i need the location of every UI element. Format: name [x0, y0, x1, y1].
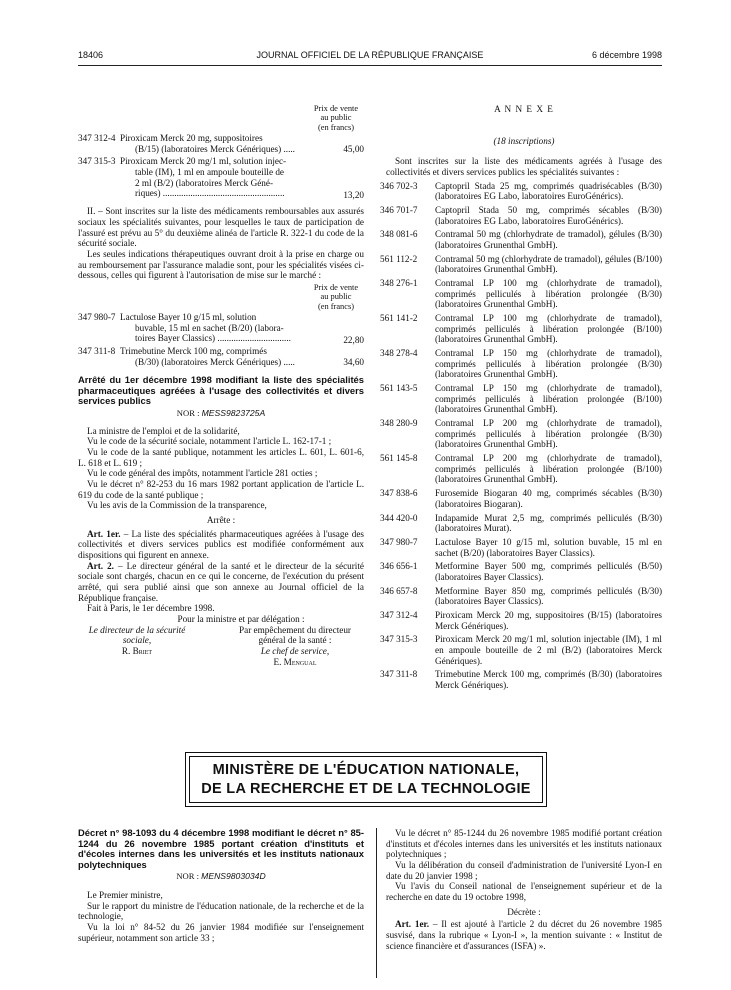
annexe-entry-code: 347 312-4 — [380, 609, 418, 620]
annexe-intro: Sont inscrites sur la liste des médicaments agréés à l'usage des collectivités et divers services publics les spécialités suivantes : — [386, 156, 662, 178]
entry-code: 347 312-4 — [78, 133, 116, 144]
entry-price: 22,80 — [343, 335, 364, 346]
annexe-entry-code: 348 081-6 — [380, 229, 418, 240]
entry-price: 34,60 — [343, 357, 364, 368]
left-column — [78, 104, 364, 671]
price-header-line: au public — [320, 113, 352, 123]
annexe-entry — [380, 512, 662, 534]
annexe-entry-text: Contramal LP 150 mg (chlorhydrate de tramadol), comprimés pelliculés à libération prolongée (B/100) (laboratoires Grunenthal GmbH). — [435, 383, 662, 415]
annexe-entry — [380, 669, 662, 690]
annexe-entry — [380, 253, 662, 275]
annexe-entry — [380, 278, 662, 310]
annexe-entry-code: 348 280-9 — [380, 418, 418, 429]
column-divider — [376, 828, 377, 978]
annexe-entry — [380, 229, 662, 251]
decret-nor — [78, 872, 364, 882]
annexe-entry-code: 347 980-7 — [380, 536, 418, 547]
annexe-entry-code: 347 838-6 — [380, 488, 418, 499]
entry-price: 13,20 — [343, 190, 364, 201]
annexe-entry-text: Lactulose Bayer 10 g/15 ml, solution buvable, 15 ml en sachet (B/20) (laboratoires Bayer Classics). — [435, 536, 662, 558]
annexe-list — [380, 180, 662, 691]
annexe-title: A N N E X E — [494, 104, 554, 114]
annexe-entry — [380, 536, 662, 558]
signature-mention: Par empêchement du directeur général de la santé : — [239, 624, 351, 646]
annexe-entry-text: Piroxicam Merck 20 mg/1 ml, solution injectable (IM), 1 ml en ampoule bouteille de 2 ml (B/2) (laboratoires Merck Génériques). — [435, 634, 662, 666]
annexe-entry-text: Contramal LP 200 mg (chlorhydrate de tramadol), comprimés pelliculés à libération prolongée (B/30) (laboratoires Grunenthal GmbH). — [435, 418, 662, 450]
article-label: Art. 1er. — [395, 919, 430, 930]
annexe-entry-code: 561 112-2 — [380, 253, 418, 264]
annexe-entry-code: 347 315-3 — [380, 634, 418, 645]
price-entry — [78, 133, 364, 156]
decret-article-1 — [386, 919, 662, 951]
article-text: – La liste des spécialités pharmaceutiques agréées à l'usage des collectivités et divers services publics est modifiée conformément aux dispositions qui figurent en annexe. — [78, 528, 364, 561]
decret-left — [78, 828, 364, 943]
article-text: – Il est ajouté à l'article 2 du décret du 26 novembre 1985 susvisé, dans la rubrique « Lyon-I », la mention suivante : « Institut de science financière et d'assurances (ISFA) ». — [386, 919, 662, 951]
decret-paragraph: Le Premier ministre, — [87, 890, 163, 901]
price-header-line: Prix de vente — [313, 282, 359, 292]
entry-line: riques) ..................................................... — [135, 188, 285, 199]
annexe-entry — [380, 205, 662, 226]
entry-code: 347 315-3 — [78, 156, 116, 167]
visa-line: Vu les avis de la Commission de la transparence, — [87, 500, 267, 511]
entry-line: toires Bayer Classics) ................................ — [135, 333, 291, 344]
annexe-count: (18 inscriptions) — [493, 135, 555, 146]
annexe-entry — [380, 585, 662, 607]
decret-right — [386, 828, 662, 951]
annexe-entry — [380, 348, 662, 380]
annexe-entry-code: 348 278-4 — [380, 348, 418, 359]
decret-title: Décret n° 98-1093 du 4 décembre 1998 modifiant le décret n° 85-1244 du 26 novembre 1985 portant création d'instituts et d'écoles internes dans les universités et les instituts nationaux polytechniques — [78, 827, 364, 870]
entry-line: (B/30) (laboratoires Merck Génériques) ..... — [135, 356, 295, 367]
annexe-entry-text: Contramal LP 200 mg (chlorhydrate de tramadol), comprimés pelliculés à libération prolongée (B/100) (laboratoires Grunenthal GmbH). — [435, 453, 662, 485]
signature-left — [78, 625, 196, 657]
annexe-entry-text: Contramal 50 mg (chlorhydrate de tramadol), gélules (B/100) (laboratoires Grunenthal GmbH). — [435, 253, 662, 275]
ministry-box-inner — [189, 756, 543, 803]
article-1 — [78, 529, 364, 561]
annexe-entry-code: 346 702-3 — [380, 180, 418, 191]
visa-line: Vu le décret n° 82-253 du 16 mars 1982 portant application de l'article L. 619 du code de la santé publique ; — [78, 479, 364, 500]
entry-line: Trimebutine Merck 100 mg, comprimés — [120, 346, 267, 357]
entry-line: Lactulose Bayer 10 g/15 ml, solution — [120, 312, 257, 323]
entry-code: 347 980-7 — [78, 312, 116, 323]
annexe-entry-text: Piroxicam Merck 20 mg, suppositoires (B/15) (laboratoires Merck Génériques). — [435, 609, 662, 631]
annexe-entry-code: 348 276-1 — [380, 278, 418, 289]
arrete-title: Arrêté du 1er décembre 1998 modifiant la liste des spécialités pharmaceutiques agréées à l'usage des collectivités et divers services publics — [78, 374, 364, 407]
price-entry — [78, 156, 364, 201]
entry-line: (B/15) (laboratoires Merck Génériques) ..... — [135, 143, 295, 154]
signature-right — [226, 625, 364, 668]
annexe-entry — [380, 383, 662, 415]
price-header-line: au public — [320, 292, 352, 302]
ministry-line: DE LA RECHERCHE ET DE LA TECHNOLOGIE — [201, 781, 531, 797]
price-entry — [78, 312, 364, 346]
annexe-entry — [380, 453, 662, 485]
paragraph-ii: II. – Sont inscrites sur la liste des médicaments remboursables aux assurés sociaux les spécialités suivantes, pour lesquelles le taux de participation de l'assuré est prévu au 5° du deuxième alinéa de l'article R. 322-1 du code de la sécurité sociale. — [78, 206, 364, 249]
decrete-word: Décrète : — [507, 906, 541, 917]
header-rule — [78, 65, 662, 66]
decret-paragraph: Vu la délibération du conseil d'administration de l'université Lyon-I en date du 20 janvier 1998 ; — [386, 860, 662, 881]
annexe-entry-code: 344 420-0 — [380, 512, 418, 523]
annexe-entry — [380, 488, 662, 509]
annexe-entry-code: 347 311-8 — [380, 669, 418, 680]
delegation-line: Pour la ministre et par délégation : — [177, 614, 305, 625]
fait-line: Fait à Paris, le 1er décembre 1998. — [87, 603, 215, 614]
annexe-entry-text: Captopril Stada 25 mg, comprimés quadrisécables (B/30) (laboratoires EG Labo, laboratoires EuroGénérics). — [435, 180, 662, 202]
article-label: Art. 2. — [87, 560, 114, 571]
visa-line: Vu le code général des impôts, notamment l'article 281 octies ; — [87, 468, 318, 479]
decret-paragraph: Vu l'avis du Conseil national de l'enseignement supérieur et de la recherche en date du 19 octobre 1998, — [386, 881, 662, 903]
visa-line: Vu le code de la sécurité sociale, notamment l'article L. 162-17-1 ; — [87, 436, 332, 447]
annexe-entry-code: 561 145-8 — [380, 453, 418, 464]
annexe-entry-code: 346 656-1 — [380, 561, 418, 572]
article-label: Art. 1er. — [87, 528, 121, 539]
annexe-entry-code: 346 657-8 — [380, 585, 418, 596]
annexe-entry-text: Trimebutine Merck 100 mg, comprimés (B/30) (laboratoires Merck Génériques). — [435, 669, 662, 690]
page-number: 18406 — [78, 50, 104, 60]
price-header-line: Prix de vente — [313, 104, 359, 113]
nor-label: NOR : — [176, 407, 200, 418]
entry-price: 45,00 — [343, 144, 364, 155]
annexe-entry-text: Contramal LP 100 mg (chlorhydrate de tramadol), comprimés pelliculés à libération prolongée (B/100) (laboratoires Grunenthal GmbH). — [435, 313, 662, 345]
journal-title: JOURNAL OFFICIEL DE LA RÉPUBLIQUE FRANÇAISE — [256, 50, 484, 60]
annexe-entry — [380, 634, 662, 666]
ministry-line: MINISTÈRE DE L'ÉDUCATION NATIONALE, — [212, 762, 520, 778]
annexe-column — [380, 104, 662, 694]
price-entry — [78, 346, 364, 370]
entry-line: buvable, 15 ml en sachet (B/20) (labora- — [135, 322, 284, 333]
page-header — [78, 50, 662, 62]
paragraph-indications: Les seules indications thérapeutiques ouvrant droit à la prise en charge ou au remboursement par l'assurance maladie sont, pour les spécialités visées ci-dessous, celles qui figurent à l'autorisation de mise sur le marché : — [78, 248, 364, 281]
annexe-entry-text: Metformine Bayer 500 mg, comprimés pelliculés (B/50) (laboratoires Bayer Classics). — [435, 561, 662, 582]
signature-name: E. Mengual — [273, 656, 317, 667]
arrete-word: Arrête : — [206, 515, 236, 526]
signatures — [78, 625, 364, 671]
annexe-entry-text: Captopril Stada 50 mg, comprimés sécables (B/30) (laboratoires EG Labo, laboratoires EuroGénérics). — [435, 205, 662, 226]
decret-paragraph: Sur le rapport du ministre de l'éducation nationale, de la recherche et de la technologie, — [78, 900, 364, 922]
annexe-entry — [380, 609, 662, 631]
annexe-entry — [380, 418, 662, 450]
entry-line: Piroxicam Merck 20 mg, suppositoires — [120, 133, 263, 144]
annexe-entry-text: Contramal LP 100 mg (chlorhydrate de tramadol), comprimés pelliculés à libération prolongée (B/30) (laboratoires Grunenthal GmbH). — [435, 278, 662, 310]
annexe-entry-text: Indapamide Murat 2,5 mg, comprimés pelliculés (B/30) (laboratoires Murat). — [435, 512, 662, 534]
entry-line: 2 ml (B/2) (laboratoires Merck Géné- — [135, 177, 274, 188]
decret-paragraph: Vu le décret n° 85-1244 du 26 novembre 1985 modifié portant création d'instituts et d'écoles internes dans les universités et les instituts nationaux polytechniques ; — [386, 828, 662, 860]
nor-code: MENS9803034D — [201, 871, 266, 882]
nor-label: NOR : — [176, 871, 200, 882]
decret-paragraph: Vu la loi n° 84-52 du 26 janvier 1984 modifiée sur l'enseignement supérieur, notamment son article 33 ; — [78, 922, 364, 943]
entry-code: 347 311-8 — [78, 346, 116, 357]
price-header — [308, 283, 364, 311]
ministry-box — [185, 752, 547, 807]
signature-name: R. Briet — [121, 646, 153, 657]
visa-line: La ministre de l'emploi et de la solidarité, — [87, 425, 240, 436]
annexe-entry-text: Contramal 50 mg (chlorhydrate de tramadol), gélules (B/30) (laboratoires Grunenthal GmbH). — [435, 229, 662, 251]
annexe-entry-code: 346 701-7 — [380, 205, 418, 216]
article-2 — [78, 561, 364, 604]
annexe-entry-text: Metformine Bayer 850 mg, comprimés pelliculés (B/30) (laboratoires Bayer Classics). — [435, 585, 662, 607]
entry-line: Piroxicam Merck 20 mg/1 ml, solution injec- — [120, 156, 287, 167]
arrete-nor — [78, 409, 364, 419]
signature-title: Le chef de service, — [260, 646, 330, 657]
annexe-entry-text: Furosemide Biogaran 40 mg, comprimés sécables (B/30) (laboratoires Biogaran). — [435, 488, 662, 509]
annexe-entry — [380, 180, 662, 202]
annexe-entry — [380, 561, 662, 582]
annexe-entry-code: 561 143-5 — [380, 383, 418, 394]
annexe-entry-code: 561 141-2 — [380, 313, 418, 324]
entry-line: table (IM), 1 ml en ampoule bouteille de — [135, 166, 284, 177]
issue-date: 6 décembre 1998 — [591, 50, 662, 60]
price-header-line: (en francs) — [317, 301, 355, 311]
annexe-entry-text: Contramal LP 150 mg (chlorhydrate de tramadol), comprimés pelliculés à libération prolongée (B/30) (laboratoires Grunenthal GmbH). — [435, 348, 662, 380]
price-header-line: (en francs) — [317, 122, 355, 132]
article-text: – Le directeur général de la santé et le directeur de la sécurité sociale sont chargés, chacun en ce qui le concerne, de l'exécution du présent arrêté, qui sera publié ainsi que son annexe au Journal officiel de la République française. — [78, 560, 364, 603]
visa-line: Vu le code de la santé publique, notamment les articles L. 601, L. 601-6, L. 618 et L. 619 ; — [78, 447, 364, 468]
nor-code: MESS9823725A — [201, 407, 266, 418]
annexe-entry — [380, 313, 662, 345]
signature-title: Le directeur de la sécurité sociale, — [88, 624, 186, 646]
price-header — [308, 104, 364, 132]
